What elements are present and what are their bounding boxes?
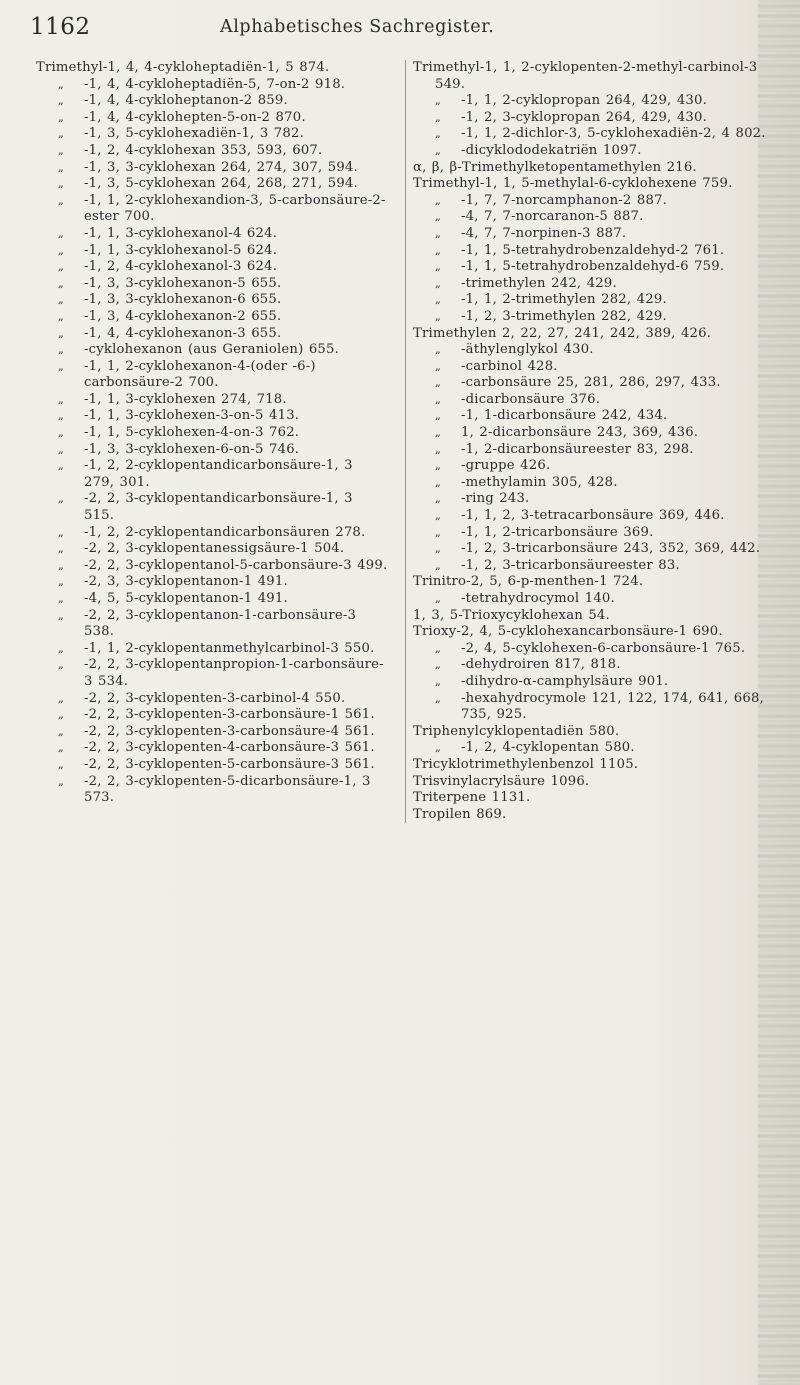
ditto-mark: „ bbox=[435, 94, 441, 108]
ditto-mark: „ bbox=[435, 459, 441, 473]
index-entry bbox=[413, 691, 768, 724]
index-entry-text: -1, 2, 4-cyklohexanol-3 624. bbox=[84, 259, 278, 275]
index-entry-text: Triphenylcyklopentadiën 580. bbox=[413, 723, 620, 739]
ditto-mark: „ bbox=[435, 741, 441, 755]
index-entry bbox=[413, 558, 768, 575]
index-entry-text: -1, 1, 2-cyklopropan 264, 429, 430. bbox=[461, 93, 707, 109]
index-entry bbox=[36, 491, 388, 524]
index-entry-text: -1, 4, 4-cyklohexanon-3 655. bbox=[84, 325, 282, 341]
ditto-mark: „ bbox=[435, 210, 441, 224]
index-entry bbox=[413, 657, 768, 674]
index-entry-text: -1, 2, 2-cyklopentandicarbonsäure-1, 3 279, 301. bbox=[84, 458, 353, 490]
ditto-mark: „ bbox=[58, 658, 64, 672]
ditto-mark: „ bbox=[435, 674, 441, 688]
ditto-mark: „ bbox=[435, 309, 441, 323]
ditto-mark: „ bbox=[435, 276, 441, 290]
index-entry-text: -dihydro-α-camphylsäure 901. bbox=[461, 673, 669, 689]
ditto-mark: „ bbox=[58, 343, 64, 357]
index-entry-text: α, β, β-Trimethylketopentamethylen 216. bbox=[413, 159, 697, 175]
index-entry-text: Trioxy-2, 4, 5-cyklohexancarbonsäure-1 690. bbox=[413, 624, 723, 640]
index-entry bbox=[413, 525, 768, 542]
ditto-mark: „ bbox=[58, 525, 64, 539]
index-entry bbox=[413, 209, 768, 226]
index-entry bbox=[36, 608, 388, 641]
ditto-mark: „ bbox=[58, 592, 64, 605]
ditto-mark: „ bbox=[58, 260, 64, 274]
ditto-mark: „ bbox=[58, 177, 64, 191]
index-entry-text: -1, 3, 5-cyklohexadiën-1, 3 782. bbox=[84, 126, 304, 142]
index-entry-text: -1, 4, 4-cykloheptanon-2 859. bbox=[84, 93, 288, 109]
index-entry-text: -1, 1, 2-trimethylen 282, 429. bbox=[461, 292, 667, 308]
ditto-mark: „ bbox=[435, 691, 441, 705]
index-entry bbox=[36, 226, 388, 243]
index-entry-text: -1, 1, 2-cyklohexanon-4-(oder -6-) carbonsäure-2 700. bbox=[84, 358, 316, 391]
index-entry-text: -dicyklododekatriën 1097. bbox=[461, 142, 642, 158]
ditto-mark: „ bbox=[58, 226, 64, 240]
index-entry-text: -2, 2, 3-cyklopentanpropion-1-carbonsäure-3 534. bbox=[84, 657, 384, 689]
index-entry bbox=[36, 60, 388, 77]
index-entry bbox=[413, 259, 768, 276]
ditto-mark: „ bbox=[435, 641, 441, 655]
ditto-mark: „ bbox=[435, 359, 441, 373]
index-entry bbox=[36, 93, 388, 110]
index-entry-text: Tricyklotrimethylenbenzol 1105. bbox=[413, 756, 639, 772]
ditto-mark: „ bbox=[435, 127, 441, 141]
index-entry bbox=[413, 425, 768, 442]
index-entry-text: Trimethyl-1, 4, 4-cykloheptadiën-1, 5 874. bbox=[36, 60, 330, 75]
ditto-mark: „ bbox=[435, 376, 441, 390]
ditto-mark: „ bbox=[435, 658, 441, 672]
index-entry bbox=[413, 160, 768, 177]
index-entry bbox=[36, 292, 388, 309]
index-entry bbox=[36, 774, 388, 807]
ditto-mark: „ bbox=[58, 143, 64, 157]
index-entry bbox=[413, 309, 768, 326]
index-entry bbox=[36, 408, 388, 425]
ditto-mark: „ bbox=[58, 309, 64, 323]
index-entry-text: -2, 4, 5-cyklohexen-6-carbonsäure-1 765. bbox=[461, 640, 746, 656]
index-entry bbox=[36, 558, 388, 575]
index-entry bbox=[413, 807, 768, 824]
index-entry-text: -1, 7, 7-norcamphanon-2 887. bbox=[461, 192, 668, 208]
index-entry-text: -1, 1, 2, 3-tetracarbonsäure 369, 446. bbox=[461, 508, 725, 524]
index-entry bbox=[413, 574, 768, 591]
index-entry bbox=[36, 574, 388, 591]
index-entry-text: Trisvinylacrylsäure 1096. bbox=[413, 773, 590, 789]
ditto-mark: „ bbox=[58, 127, 64, 141]
index-entry bbox=[413, 276, 768, 293]
ditto-mark: „ bbox=[58, 326, 64, 340]
index-entry-text: 1, 2-dicarbonsäure 243, 369, 436. bbox=[461, 425, 699, 441]
index-entry-text: -2, 2, 3-cyklopenten-3-carbinol-4 550. bbox=[84, 690, 346, 706]
ditto-mark: „ bbox=[58, 641, 64, 655]
index-entry-text: -4, 7, 7-norcaranon-5 887. bbox=[461, 209, 644, 225]
index-entry bbox=[413, 757, 768, 774]
index-entry-text: -1, 1-dicarbonsäure 242, 434. bbox=[461, 408, 668, 424]
index-entry-text: -1, 1, 3-cyklohexanol-4 624. bbox=[84, 225, 278, 241]
index-entry bbox=[413, 342, 768, 359]
ditto-mark: „ bbox=[435, 592, 441, 605]
index-entry bbox=[413, 143, 768, 160]
index-entry-text: -1, 2, 3-trimethylen 282, 429. bbox=[461, 308, 667, 324]
index-entry-text: -1, 2, 3-tricarbonsäure 243, 352, 369, 442. bbox=[461, 541, 761, 557]
index-entry-text: -cyklohexanon (aus Geraniolen) 655. bbox=[84, 342, 339, 358]
index-entry bbox=[413, 193, 768, 210]
index-entry-text: Trinitro-2, 5, 6-p-menthen-1 724. bbox=[413, 574, 644, 590]
ditto-mark: „ bbox=[435, 293, 441, 307]
index-entry bbox=[413, 60, 768, 93]
index-entry-text: -1, 1, 5-cyklohexen-4-on-3 762. bbox=[84, 425, 300, 441]
index-entry bbox=[36, 276, 388, 293]
index-entry bbox=[413, 674, 768, 691]
index-entry bbox=[36, 342, 388, 359]
index-entry-text: -2, 2, 3-cyklopentanon-1-carbonsäure-3 538. bbox=[84, 607, 357, 640]
index-entry-text: Triterpene 1131. bbox=[413, 790, 531, 806]
index-entry bbox=[36, 77, 388, 94]
index-entry-text: -1, 2, 3-tricarbonsäureester 83. bbox=[461, 557, 680, 573]
ditto-mark: „ bbox=[435, 492, 441, 506]
index-entry bbox=[413, 475, 768, 492]
index-entry bbox=[413, 641, 768, 658]
index-entry bbox=[413, 491, 768, 508]
index-entry-text: -hexahydrocymole 121, 122, 174, 641, 668, 735, 925. bbox=[461, 690, 764, 723]
ditto-mark: „ bbox=[58, 708, 64, 722]
index-entry-text: Trimethyl-1, 1, 2-cyklopenten-2-methyl-carbinol-3 549. bbox=[413, 60, 758, 92]
index-entry bbox=[413, 541, 768, 558]
ditto-mark: „ bbox=[58, 741, 64, 755]
index-entry-text: -carbonsäure 25, 281, 286, 297, 433. bbox=[461, 375, 721, 391]
ditto-mark: „ bbox=[435, 558, 441, 572]
ditto-mark: „ bbox=[58, 575, 64, 589]
index-entry bbox=[36, 458, 388, 491]
index-entry-text: -1, 3, 3-cyklohexan 264, 274, 307, 594. bbox=[84, 159, 358, 175]
index-entry-text: -ring 243. bbox=[461, 491, 530, 507]
index-entry bbox=[413, 408, 768, 425]
index-entry-text: -2, 2, 3-cyklopenten-4-carbonsäure-3 561. bbox=[84, 740, 375, 756]
index-entry-text: Trimethylen 2, 22, 27, 241, 242, 389, 426. bbox=[413, 325, 712, 341]
index-entry-text: -carbinol 428. bbox=[461, 358, 558, 374]
ditto-mark: „ bbox=[58, 193, 64, 207]
index-entry-text: -gruppe 426. bbox=[461, 458, 551, 474]
ditto-mark: „ bbox=[435, 243, 441, 257]
index-entry bbox=[413, 458, 768, 475]
page-header bbox=[30, 14, 750, 44]
index-entry bbox=[413, 740, 768, 757]
index-entry-text: -2, 2, 3-cyklopenten-5-dicarbonsäure-1, 3 573. bbox=[84, 773, 371, 806]
ditto-mark: „ bbox=[58, 392, 64, 406]
index-entry-text: -1, 1, 2-tricarbonsäure 369. bbox=[461, 524, 654, 540]
index-entry-text: Trimethyl-1, 1, 5-methylal-6-cyklohexene 759. bbox=[413, 176, 733, 192]
index-entry-text: -2, 2, 3-cyklopenten-5-carbonsäure-3 561. bbox=[84, 756, 375, 772]
index-entry bbox=[36, 591, 388, 608]
index-entry bbox=[413, 790, 768, 807]
index-entry-text: -tetrahydrocymol 140. bbox=[461, 591, 615, 606]
ditto-mark: „ bbox=[58, 724, 64, 738]
ditto-mark: „ bbox=[58, 774, 64, 788]
index-entry-text: -1, 1, 5-tetrahydrobenzaldehyd-2 761. bbox=[461, 242, 725, 258]
index-entry-text: -methylamin 305, 428. bbox=[461, 474, 618, 490]
index-entry bbox=[413, 93, 768, 110]
ditto-mark: „ bbox=[435, 542, 441, 556]
index-entry-text: -1, 3, 3-cyklohexanon-6 655. bbox=[84, 292, 282, 308]
ditto-mark: „ bbox=[435, 260, 441, 274]
ditto-mark: „ bbox=[435, 442, 441, 456]
index-entry-text: -dicarbonsäure 376. bbox=[461, 391, 601, 407]
index-entry bbox=[36, 176, 388, 193]
index-entry-text: -2, 3, 3-cyklopentanon-1 491. bbox=[84, 574, 288, 590]
index-entry-text: -1, 2, 4-cyklohexan 353, 593, 607. bbox=[84, 142, 323, 158]
ditto-mark: „ bbox=[58, 757, 64, 771]
index-entry bbox=[36, 740, 388, 757]
ditto-mark: „ bbox=[435, 193, 441, 207]
index-entry-text: -4, 5, 5-cyklopentanon-1 491. bbox=[84, 591, 288, 606]
ditto-mark: „ bbox=[435, 392, 441, 406]
index-entry bbox=[413, 774, 768, 791]
index-entry-text: -1, 3, 5-cyklohexan 264, 268, 271, 594. bbox=[84, 176, 358, 192]
ditto-mark: „ bbox=[435, 509, 441, 523]
index-entry-text: -1, 4, 4-cyklohepten-5-on-2 870. bbox=[84, 109, 306, 125]
index-entry bbox=[36, 259, 388, 276]
page-number: 1162 bbox=[30, 14, 91, 40]
index-entry bbox=[36, 392, 388, 409]
index-entry bbox=[413, 176, 768, 193]
ditto-mark: „ bbox=[58, 459, 64, 473]
ditto-mark: „ bbox=[435, 525, 441, 539]
ditto-mark: „ bbox=[435, 475, 441, 489]
index-entry-text: -dehydroiren 817, 818. bbox=[461, 657, 621, 673]
index-entry-text: -2, 2, 3-cyklopenten-3-carbonsäure-1 561. bbox=[84, 707, 375, 723]
index-entry-text: -1, 2, 3-cyklopropan 264, 429, 430. bbox=[461, 109, 707, 125]
index-entry-text: -1, 3, 4-cyklohexanon-2 655. bbox=[84, 308, 282, 324]
index-entry-text: -2, 2, 3-cyklopenten-3-carbonsäure-4 561. bbox=[84, 723, 375, 739]
index-entry-text: -1, 1, 5-tetrahydrobenzaldehyd-6 759. bbox=[461, 259, 725, 275]
index-entry bbox=[413, 624, 768, 641]
index-entry bbox=[413, 326, 768, 343]
index-entry bbox=[413, 392, 768, 409]
ditto-mark: „ bbox=[58, 409, 64, 423]
ditto-mark: „ bbox=[435, 343, 441, 357]
ditto-mark: „ bbox=[58, 426, 64, 440]
index-entry-text: -4, 7, 7-norpinen-3 887. bbox=[461, 225, 627, 241]
ditto-mark: „ bbox=[58, 608, 64, 622]
index-entry bbox=[36, 525, 388, 542]
ditto-mark: „ bbox=[435, 226, 441, 240]
index-entry bbox=[36, 657, 388, 690]
ditto-mark: „ bbox=[58, 442, 64, 456]
index-entry bbox=[413, 226, 768, 243]
index-entry bbox=[413, 375, 768, 392]
index-column-right bbox=[405, 60, 768, 823]
index-entry bbox=[36, 160, 388, 177]
index-entry bbox=[36, 757, 388, 774]
index-entry bbox=[36, 724, 388, 741]
index-entry bbox=[36, 309, 388, 326]
index-entry-text: -2, 2, 3-cyklopentanessigsäure-1 504. bbox=[84, 541, 345, 557]
index-entry bbox=[36, 707, 388, 724]
ditto-mark: „ bbox=[58, 359, 64, 373]
index-entry bbox=[413, 243, 768, 260]
index-entry bbox=[36, 691, 388, 708]
ditto-mark: „ bbox=[58, 691, 64, 705]
ditto-mark: „ bbox=[58, 160, 64, 174]
ditto-mark: „ bbox=[58, 77, 64, 91]
index-entry bbox=[36, 243, 388, 260]
ditto-mark: „ bbox=[58, 293, 64, 307]
index-entry bbox=[36, 126, 388, 143]
ditto-mark: „ bbox=[58, 558, 64, 572]
ditto-mark: „ bbox=[58, 492, 64, 506]
ditto-mark: „ bbox=[435, 409, 441, 423]
index-entry bbox=[36, 110, 388, 127]
index-entry-text: -äthylenglykol 430. bbox=[461, 342, 594, 358]
index-entry bbox=[36, 425, 388, 442]
ditto-mark: „ bbox=[58, 542, 64, 556]
ditto-mark: „ bbox=[58, 110, 64, 124]
ditto-mark: „ bbox=[58, 276, 64, 290]
index-entry-text: -1, 1, 3-cyklohexen 274, 718. bbox=[84, 391, 287, 407]
index-entry-text: -1, 1, 2-cyklopentanmethylcarbinol-3 550. bbox=[84, 640, 375, 656]
index-entry-text: -1, 3, 3-cyklohexen-6-on-5 746. bbox=[84, 441, 300, 457]
index-entry bbox=[36, 442, 388, 459]
index-entry bbox=[36, 541, 388, 558]
index-entry-text: -1, 2, 4-cyklopentan 580. bbox=[461, 740, 635, 756]
index-entry bbox=[413, 724, 768, 741]
index-column-left bbox=[36, 60, 388, 807]
ditto-mark: „ bbox=[435, 426, 441, 440]
index-entry-text: -1, 4, 4-cykloheptadiën-5, 7-on-2 918. bbox=[84, 76, 346, 92]
index-entry-text: Tropilen 869. bbox=[413, 806, 507, 822]
index-entry-text: -1, 2-dicarbonsäureester 83, 298. bbox=[461, 441, 694, 457]
index-entry bbox=[413, 359, 768, 376]
index-entry bbox=[36, 193, 388, 226]
index-entry bbox=[413, 442, 768, 459]
ditto-mark: „ bbox=[435, 110, 441, 124]
index-entry bbox=[36, 143, 388, 160]
page-title: Alphabetisches Sachregister. bbox=[220, 17, 495, 37]
index-entry-text: -2, 2, 3-cyklopentanol-5-carbonsäure-3 499. bbox=[84, 557, 388, 573]
index-entry-text: -1, 3, 3-cyklohexanon-5 655. bbox=[84, 275, 282, 291]
index-entry bbox=[36, 326, 388, 343]
index-entry-text: -1, 1, 2-dichlor-3, 5-cyklohexadiën-2, 4 802. bbox=[461, 126, 766, 142]
index-entry bbox=[36, 641, 388, 658]
index-entry bbox=[413, 508, 768, 525]
index-entry bbox=[413, 126, 768, 143]
index-entry bbox=[413, 292, 768, 309]
index-entry-text: -2, 2, 3-cyklopentandicarbonsäure-1, 3 515. bbox=[84, 491, 353, 524]
index-entry-text: -trimethylen 242, 429. bbox=[461, 275, 617, 291]
index-entry-text: -1, 1, 3-cyklohexanol-5 624. bbox=[84, 242, 278, 258]
ditto-mark: „ bbox=[58, 94, 64, 108]
ditto-mark: „ bbox=[435, 143, 441, 157]
index-entry-text: -1, 1, 2-cyklohexandion-3, 5-carbonsäure-2-ester 700. bbox=[84, 192, 386, 225]
index-entry bbox=[413, 110, 768, 127]
index-entry bbox=[413, 591, 768, 608]
index-entry bbox=[36, 359, 388, 392]
index-entry-text: -1, 1, 3-cyklohexen-3-on-5 413. bbox=[84, 408, 300, 424]
ditto-mark: „ bbox=[58, 243, 64, 257]
index-entry-text: 1, 3, 5-Trioxycyklohexan 54. bbox=[413, 607, 610, 623]
index-entry-text: -1, 2, 2-cyklopentandicarbonsäuren 278. bbox=[84, 524, 366, 540]
index-entry bbox=[413, 608, 768, 625]
